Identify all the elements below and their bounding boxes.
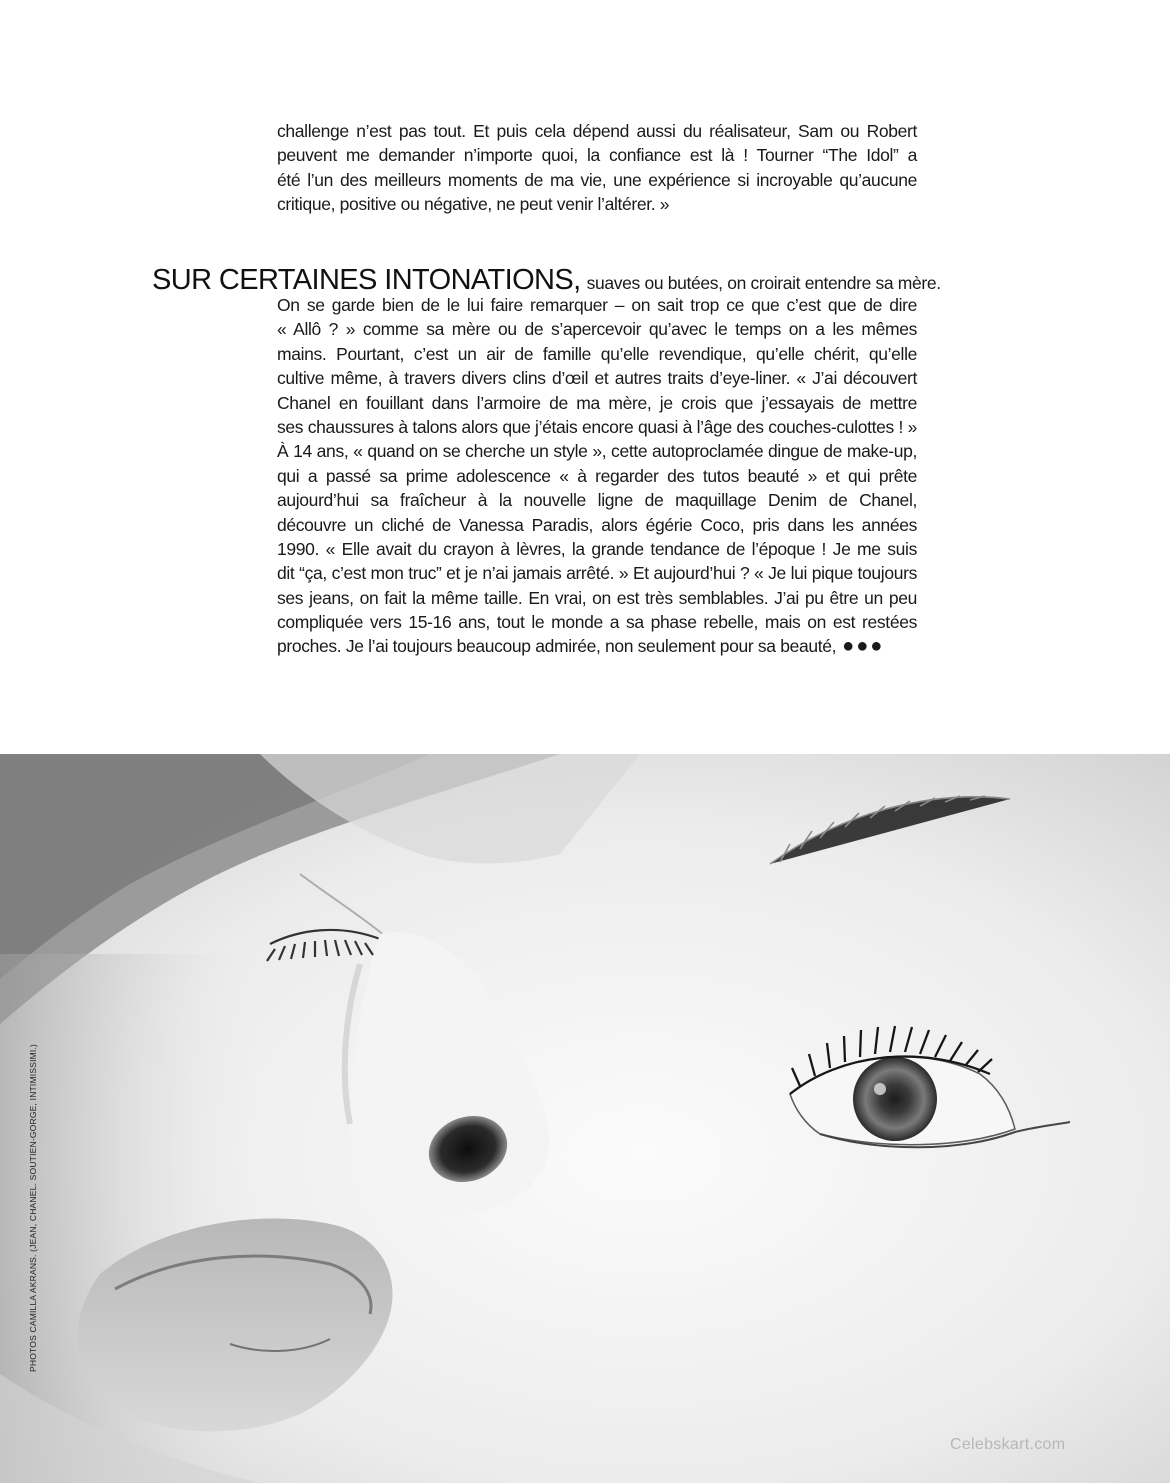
text-line-content: découvre un cliché de Vanessa Paradis, alors égérie Coco, pris dans les années xyxy=(277,514,917,535)
text-line-content: critique, positive ou négative, ne peut venir l’altérer. » xyxy=(277,194,670,215)
text-line xyxy=(277,513,917,537)
text-line xyxy=(277,192,917,216)
continuation-marker: ●●● xyxy=(842,634,885,657)
text-line xyxy=(277,439,917,463)
article-paragraph-top xyxy=(277,119,917,217)
text-line-content: compliquée vers 15-16 ans, tout le monde a sa phase rebelle, mais on est restées xyxy=(277,612,917,633)
text-line xyxy=(277,488,917,512)
text-line xyxy=(277,317,917,341)
text-line xyxy=(277,366,917,390)
text-line-content: mains. Pourtant, c’est un air de famille qu’elle revendique, qu’elle chérit, qu’elle xyxy=(277,343,917,364)
text-line xyxy=(277,634,917,658)
text-line-content: On se garde bien de le lui faire remarquer – on sait trop ce que c’est que de dire xyxy=(277,295,917,315)
text-line-content: ses jeans, on fait la même taille. En vrai, on est très semblables. J’ai pu être un peu xyxy=(277,587,917,608)
text-line-content: dit “ça, c’est mon truc” et je n’ai jamais arrêté. » Et aujourd’hui ? « Je lui pique toujours xyxy=(277,563,917,584)
text-line-content: À 14 ans, « quand on se cherche un style », cette autoproclamée dingue de make-up, xyxy=(277,441,917,462)
section-lead-in-rest: suaves ou butées, on croirait entendre sa mère. xyxy=(586,273,941,293)
text-line-content: 1990. « Elle avait du crayon à lèvres, la grande tendance de l’époque ! Je me suis xyxy=(277,538,917,559)
article-paragraph-main xyxy=(277,293,917,659)
text-line-content: aujourd’hui sa fraîcheur à la nouvelle ligne de maquillage Denim de Chanel, xyxy=(277,490,917,511)
watermark: Celebskart.com xyxy=(950,1436,1066,1453)
text-line xyxy=(277,143,917,167)
text-line-content: proches. Je l’ai toujours beaucoup admirée, non seulement pour sa beauté, xyxy=(277,636,837,657)
text-line-content: Chanel en fouillant dans l’armoire de ma mère, je crois que j’essayais de mettre xyxy=(277,392,917,413)
text-line xyxy=(277,415,917,439)
section-lead-in: SUR CERTAINES INTONATIONS, xyxy=(152,264,581,296)
portrait-photo xyxy=(0,754,1170,1483)
text-line-content: ses chaussures à talons alors que j’étais encore quasi à l’âge des couches-culottes ! » xyxy=(277,416,917,437)
photo-credit: PHOTOS CAMILLA AKRANS. (JEAN, CHANEL. SOUTIEN-GORGE, INTIMISSIMI.) xyxy=(28,1043,38,1372)
text-line xyxy=(277,293,917,317)
text-line xyxy=(277,391,917,415)
text-line xyxy=(277,586,917,610)
text-line xyxy=(277,119,917,143)
text-line xyxy=(277,561,917,585)
text-line-content: cultive même, à travers divers clins d’œil et autres traits d’eye-liner. « J’ai découvert xyxy=(277,368,917,389)
text-line xyxy=(277,537,917,561)
text-line-content: challenge n’est pas tout. Et puis cela dépend aussi du réalisateur, Sam ou Robert xyxy=(277,121,917,141)
text-line-content: été l’un des meilleurs moments de ma vie, une expérience si incroyable qu’aucune xyxy=(277,169,917,190)
text-line xyxy=(277,168,917,192)
text-line xyxy=(277,464,917,488)
text-line-content: peuvent me demander n’importe quoi, la confiance est là ! Tourner “The Idol” a xyxy=(277,145,917,166)
text-line xyxy=(277,610,917,634)
text-line-content: qui a passé sa prime adolescence « à regarder des tutos beauté » et qui prête xyxy=(277,465,917,486)
text-line xyxy=(277,342,917,366)
face-closeup-illustration xyxy=(0,754,1170,1483)
text-line-content: « Allô ? » comme sa mère ou de s’apercevoir qu’avec le temps on a les mêmes xyxy=(277,319,917,340)
